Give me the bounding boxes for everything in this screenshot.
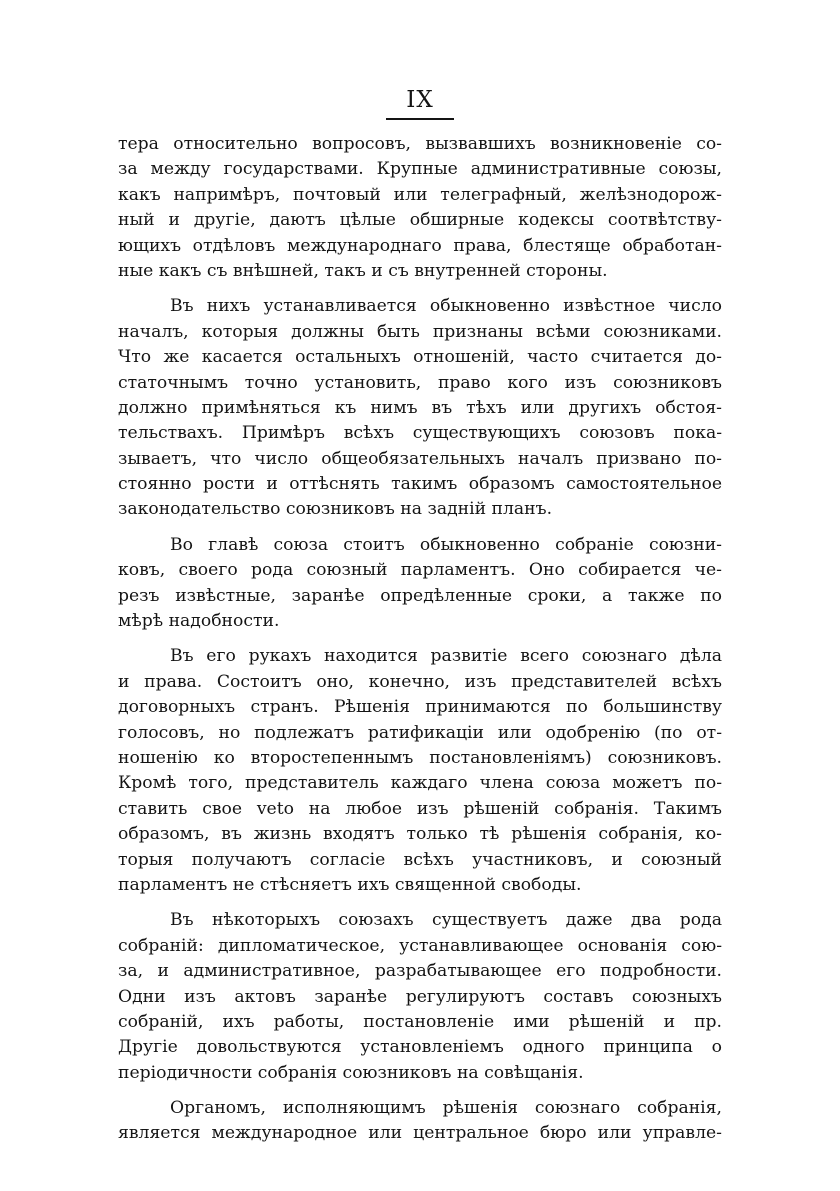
text-line: собраній: дипломатическое, устанавливающее основанія сою- bbox=[118, 935, 722, 956]
text-line: образомъ, въ жизнь входятъ только тѣ рѣшенія собранія, ко- bbox=[118, 824, 722, 845]
text-line: Другіе довольствуются установленіемъ одного принципа о bbox=[118, 1037, 722, 1058]
text-line: за, и административное, разрабатывающее его подробности. bbox=[118, 961, 722, 982]
page-number-rule bbox=[386, 118, 454, 120]
text-line: ющихъ отдѣловъ международнаго права, блестяще обработан- bbox=[118, 235, 722, 256]
text-line: ные какъ съ внѣшней, такъ и съ внутренней стороны. bbox=[118, 260, 608, 281]
text-line: ковъ, своего рода союзный парламентъ. Оно собирается че- bbox=[118, 560, 722, 581]
paragraph bbox=[118, 908, 722, 1086]
paragraph bbox=[118, 294, 722, 523]
text-line: періодичности собранія союзниковъ на совѣщанія. bbox=[118, 1062, 584, 1083]
text-line: Одни изъ актовъ заранѣе регулируютъ составъ союзныхъ bbox=[118, 986, 722, 1007]
text-line: за между государствами. Крупные административные союзы, bbox=[118, 159, 722, 180]
paragraph bbox=[118, 644, 722, 898]
text-line: должно примѣняться къ нимъ въ тѣхъ или другихъ обстоя- bbox=[118, 397, 722, 418]
text-line: Органомъ, исполняющимъ рѣшенія союзнаго собранія, bbox=[170, 1098, 722, 1119]
text-line: парламентъ не стѣсняетъ ихъ священной свободы. bbox=[118, 874, 582, 895]
text-line: началъ, которыя должны быть признаны всѣми союзниками. bbox=[118, 321, 722, 342]
text-line: Во главѣ союза стоитъ обыкновенно собраніе союзни- bbox=[170, 534, 722, 555]
text-line: Въ его рукахъ находится развитіе всего союзнаго дѣла bbox=[170, 646, 722, 667]
text-line: Что же касается остальныхъ отношеній, часто считается до- bbox=[118, 347, 722, 368]
text-line: Кромѣ того, представитель каждаго члена союза можетъ по- bbox=[118, 773, 722, 794]
text-line: торыя получаютъ согласіе всѣхъ участниковъ, и союзный bbox=[118, 849, 722, 870]
text-line: законодательство союзниковъ на задній планъ. bbox=[118, 499, 553, 520]
text-line: голосовъ, но подлежатъ ратификаціи или одобренію (по от- bbox=[118, 722, 722, 743]
text-line: стоянно рости и оттѣснять такимъ образомъ самостоятельное bbox=[118, 474, 722, 495]
body-text bbox=[118, 132, 722, 1147]
page-number: IX bbox=[406, 87, 434, 113]
text-line: какъ напримѣръ, почтовый или телеграфный, желѣзнодорож- bbox=[118, 184, 722, 205]
text-line: является международное или центральное бюро или управле- bbox=[118, 1123, 722, 1144]
text-line: собраній, ихъ работы, постановленіе ими рѣшеній и пр. bbox=[118, 1011, 722, 1032]
paragraph bbox=[118, 533, 722, 635]
text-line: Въ нихъ устанавливается обыкновенно извѣстное число bbox=[170, 296, 722, 317]
text-line: статочнымъ точно установить, право кого изъ союзниковъ bbox=[118, 372, 722, 393]
text-line: ный и другіе, даютъ цѣлые обширные кодексы соотвѣтству- bbox=[118, 210, 722, 231]
text-line: зываетъ, что число общеобязательныхъ началъ призвано по- bbox=[118, 448, 722, 469]
text-line: тера относительно вопросовъ, вызвавшихъ возникновеніе со- bbox=[118, 134, 722, 154]
text-line: резъ извѣстные, заранѣе опредѣленные сроки, а также по bbox=[118, 585, 722, 606]
text-line: и права. Состоитъ оно, конечно, изъ представителей всѣхъ bbox=[118, 671, 722, 692]
text-line: мѣрѣ надобности. bbox=[118, 611, 280, 632]
paragraph bbox=[118, 132, 722, 284]
text-line: тельствахъ. Примѣръ всѣхъ существующихъ союзовъ пока- bbox=[118, 423, 722, 444]
text-line: Въ нѣкоторыхъ союзахъ существуетъ даже два рода bbox=[170, 910, 722, 931]
text-line: ношенію ко второстепеннымъ постановленіямъ) союзниковъ. bbox=[118, 747, 722, 768]
book-page bbox=[118, 86, 722, 1157]
paragraph bbox=[118, 1096, 722, 1147]
text-line: ставить свое veto на любое изъ рѣшеній собранія. Такимъ bbox=[118, 798, 722, 819]
text-line: договорныхъ странъ. Рѣшенія принимаются по большинству bbox=[118, 697, 722, 718]
